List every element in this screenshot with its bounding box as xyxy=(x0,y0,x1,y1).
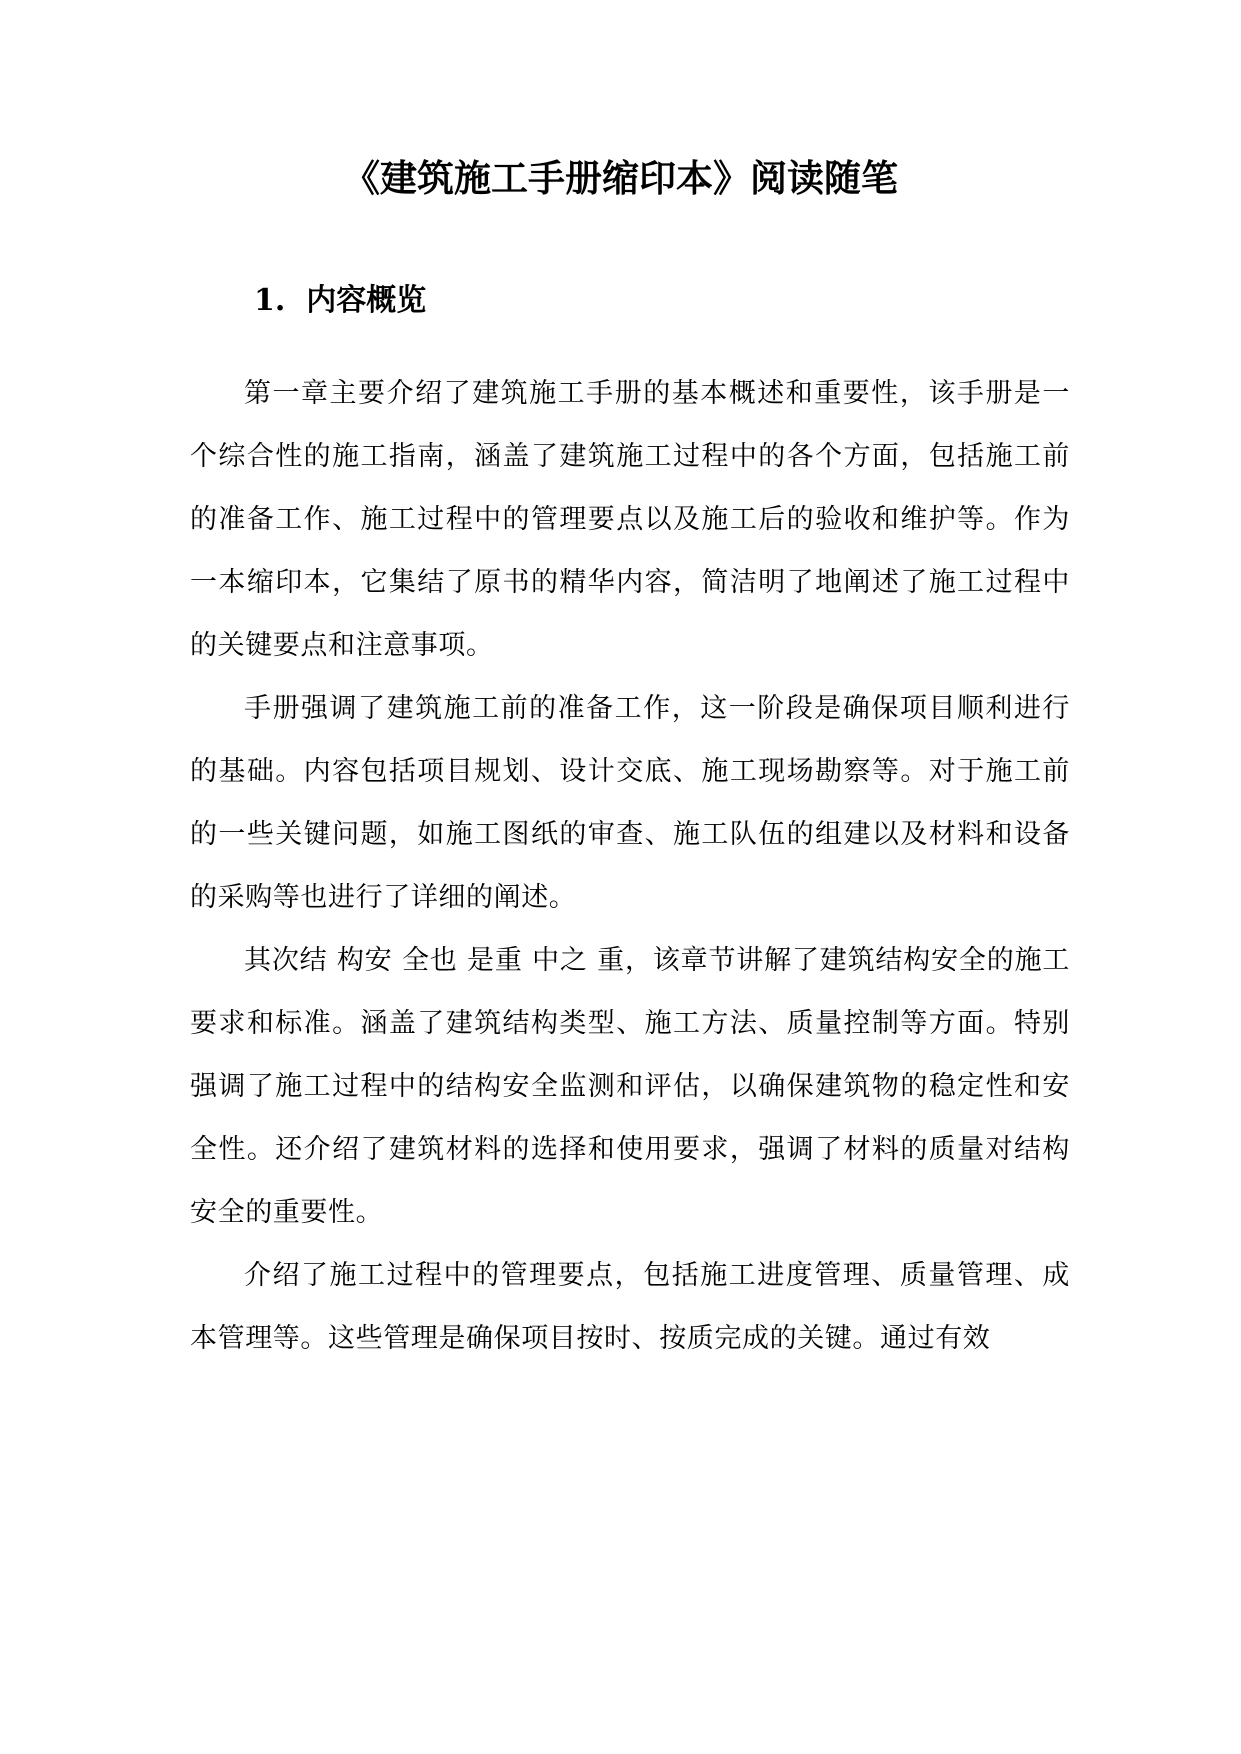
paragraph-structural-safety: 其次结 构安 全也 是重 中之 重，该章节讲解了建筑结构安全的施工要求和标准。涵盖了建筑结构类型、施工方法、质量控制等方面。特别强调了施工过程中的结构安全监测和评估，以确保建筑物的稳定性和安全性。还介绍了建筑材料的选择和使用要求，强调了材料的质量对结构安全的重要性。 xyxy=(190,945,1070,1228)
section-heading-text: 内容概览 xyxy=(306,283,427,318)
paragraph-management: 介绍了施工过程中的管理要点，包括施工进度管理、质量管理、成本管理等。这些管理是确保项目按时、按质完成的关键。通过有效 xyxy=(190,1260,1070,1354)
section-number: 1. xyxy=(254,283,286,318)
document-body xyxy=(190,362,1070,1370)
document-title: 《建筑施工手册缩印本》阅读随笔 xyxy=(343,156,898,200)
paragraph-preparation: 手册强调了建筑施工前的准备工作，这一阶段是确保项目顺利进行的基础。内容包括项目规划、设计交底、施工现场勘察等。对于施工前的一些关键问题，如施工图纸的审查、施工队伍的组建以及材料和设备的采购等也进行了详细的阐述。 xyxy=(190,693,1070,913)
section-heading xyxy=(254,276,426,326)
paragraph-overview: 第一章主要介绍了建筑施工手册的基本概述和重要性，该手册是一个综合性的施工指南，涵盖了建筑施工过程中的各个方面，包括施工前的准备工作、施工过程中的管理要点以及施工后的验收和维护等。作为一本缩印本，它集结了原书的精华内容，简洁明了地阐述了施工过程中的关键要点和注意事项。 xyxy=(190,378,1070,661)
